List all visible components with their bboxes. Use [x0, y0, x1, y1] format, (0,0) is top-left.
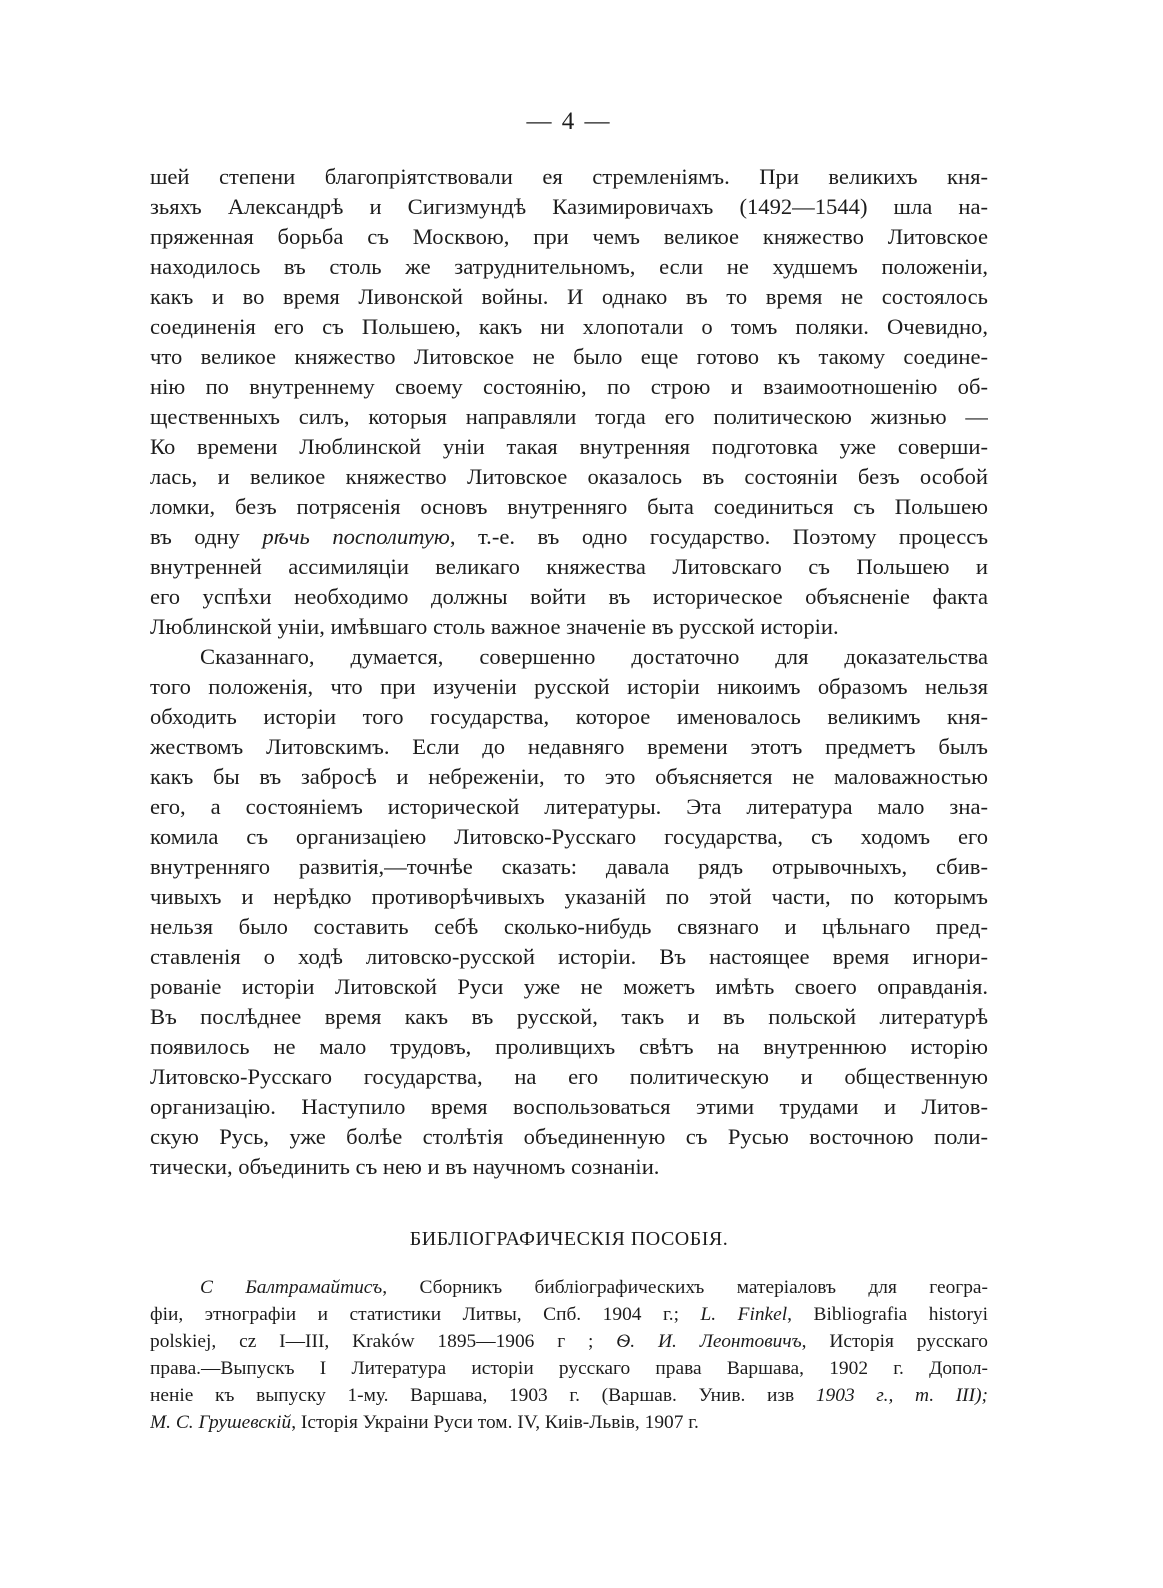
- body-paragraph-2: [150, 642, 988, 1182]
- body-line-with-italic: [150, 522, 988, 552]
- italic-phrase: рѣчь посполитую: [262, 524, 450, 549]
- bib-author: Ѳ. И. Леонтовичъ: [616, 1331, 802, 1352]
- body-paragraph-1: [150, 162, 988, 642]
- bib-line: [150, 1274, 988, 1301]
- bib-line: [150, 1301, 988, 1328]
- body-line: ломки, безъ потрясенія основъ внутренняго быта соединиться съ Польшею: [150, 494, 988, 519]
- body-line: жествомъ Литовскимъ. Если до недавняго времени этотъ предметъ былъ: [150, 734, 988, 759]
- body-line: находилось въ столь же затруднительномъ, если не худшемъ положеніи,: [150, 254, 988, 279]
- body-line: тически, объединить съ нею и въ научномъ сознаніи.: [150, 1154, 660, 1179]
- bib-italic: 1903 г., т. III);: [815, 1385, 988, 1406]
- body-line: Люблинской уніи, имѣвшаго столь важное значеніе въ русской исторіи.: [150, 614, 839, 639]
- body-line: обходить исторіи того государства, которое именовалось великимъ кня-: [150, 704, 988, 729]
- body-line: рованіе исторіи Литовской Руси уже не можетъ имѣть своего оправданія.: [150, 974, 988, 999]
- body-line: его, а состояніемъ исторической литературы. Эта литература мало зна-: [150, 794, 988, 819]
- body-line: чивыхъ и нерѣдко противорѣчивыхъ указаній по этой части, по которымъ: [150, 884, 988, 909]
- body-line: комила съ организаціею Литовско-Русскаго государства, съ ходомъ его: [150, 824, 988, 849]
- body-line: нію по внутреннему своему состоянію, по строю и взаимоотношенію об-: [150, 374, 988, 399]
- body-line: шей степени благопріятствовали ея стремленіямъ. При великихъ кня-: [150, 164, 988, 189]
- body-line: внутренняго развитія,—точнѣе сказать: давала рядъ отрывочныхъ, сбив-: [150, 854, 988, 879]
- body-line: зьяхъ Александрѣ и Сигизмундѣ Казимировичахъ (1492—1544) шла на-: [150, 194, 988, 219]
- body-line: ставленія о ходѣ литовско-русской исторіи. Въ настоящее время игнори-: [150, 944, 988, 969]
- body-line: пряженная борьба съ Москвою, при чемъ великое княжество Литовское: [150, 224, 988, 249]
- bib-text: polskiej, cz I—III, Kraków 1895—1906 г ;: [150, 1331, 617, 1352]
- bib-text: неніе къ выпуску 1-му. Варшава, 1903 г. (Варшав. Унив. изв: [150, 1385, 816, 1406]
- body-line: скую Русь, уже болѣе столѣтія объединенную съ Русью восточною поли-: [150, 1124, 988, 1149]
- body-line: Ко времени Люблинской уніи такая внутренняя подготовка уже соверши-: [150, 434, 988, 459]
- body-line: что великое княжество Литовское не было еще готово къ такому соедине-: [150, 344, 988, 369]
- bib-text: , Bibliografia historyi: [787, 1304, 988, 1325]
- body-line: Литовско-Русскаго государства, на его политическую и общественную: [150, 1064, 988, 1089]
- bib-text: , Сборникъ библіографическихъ матеріаловъ для геогра-: [382, 1277, 988, 1298]
- bib-line: [150, 1382, 988, 1409]
- section-gap: [150, 1182, 988, 1219]
- bib-line: [150, 1328, 988, 1355]
- bib-author: М. С. Грушевскій: [150, 1412, 292, 1433]
- body-line: лась, и великое княжество Литовское оказалось въ состояніи безъ особой: [150, 464, 988, 489]
- body-line: внутренней ассимиляціи великаго княжества Литовскаго съ Польшею и: [150, 554, 988, 579]
- bib-text: , Історія Украіни Руси том. IV, Киів-Львів, 1907 г.: [291, 1412, 699, 1433]
- bib-author: С Балтрамайтисъ: [200, 1277, 383, 1298]
- body-line: Сказаннаго, думается, совершенно достаточно для доказательства: [200, 644, 988, 669]
- body-line: того положенія, что при изученіи русской исторіи никоимъ образомъ нельзя: [150, 674, 988, 699]
- bib-text: фіи, этнографіи и статистики Литвы, Спб. 1904 г.;: [150, 1304, 701, 1325]
- body-line: нельзя было составить себѣ сколько-нибудь связнаго и цѣльнаго пред-: [150, 914, 988, 939]
- text-run: въ одну: [150, 524, 240, 549]
- body-line: соединенія его съ Польшею, какъ ни хлопотали о томъ поляки. Очевидно,: [150, 314, 988, 339]
- page-number: — 4 —: [526, 108, 612, 135]
- body-line: какъ бы въ забросѣ и небреженіи, то это объясняется не маловажностью: [150, 764, 988, 789]
- body-line: появилось не мало трудовъ, проливщихъ свѣтъ на внутреннюю исторію: [150, 1034, 988, 1059]
- body-line: какъ и во время Ливонской войны. И однако въ то время не состоялось: [150, 284, 988, 309]
- document-page: [150, 102, 988, 1436]
- bibliography: [150, 1274, 988, 1436]
- body-line: его успѣхи необходимо должны войти въ историческое объясненіе факта: [150, 584, 988, 609]
- section-heading: БИБЛІОГРАФИЧЕСКІЯ ПОСОБІЯ.: [409, 1228, 729, 1250]
- bib-author: L. Finkel: [700, 1304, 788, 1325]
- text-run: , т.-е. въ одно государство. Поэтому процессъ: [449, 524, 988, 549]
- bib-line: права.—Выпускъ I Литература исторіи русскаго права Варшава, 1902 г. Допол-: [150, 1358, 988, 1379]
- bib-line: [150, 1409, 988, 1436]
- body-line: Въ послѣднее время какъ въ русской, такъ и въ польской литературѣ: [150, 1004, 988, 1029]
- bib-text: , Исторія русскаго: [801, 1331, 988, 1352]
- body-line: щественныхъ силъ, которыя направляли тогда его политическою жизнью —: [150, 404, 988, 429]
- body-line: организацію. Наступило время воспользоваться этими трудами и Литов-: [150, 1094, 988, 1119]
